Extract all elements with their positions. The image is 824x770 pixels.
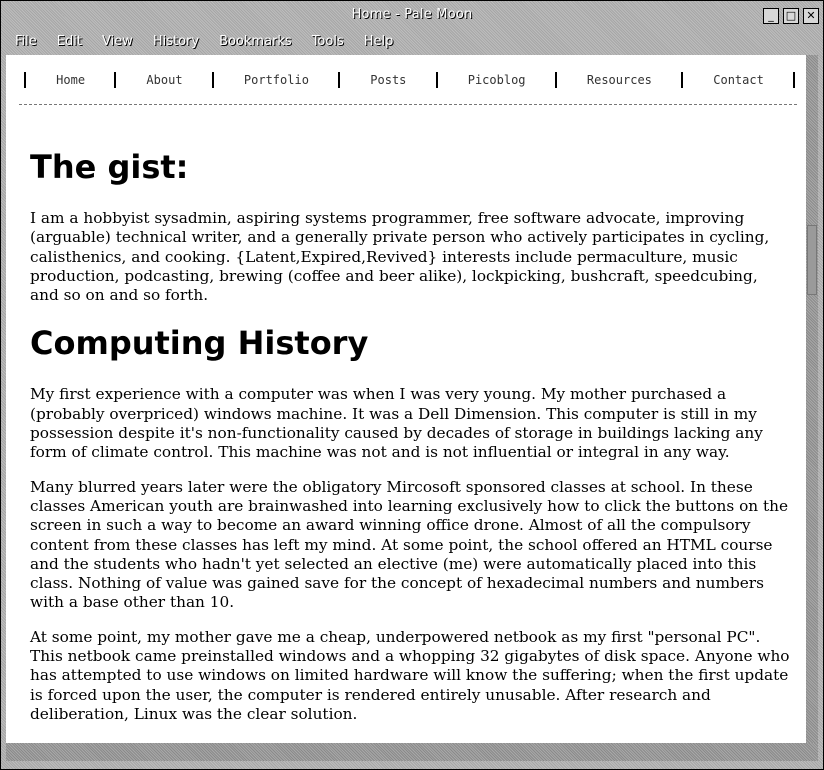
nav-separator xyxy=(114,72,117,88)
nav-separator xyxy=(681,72,684,88)
menu-edit[interactable]: Edit xyxy=(56,33,82,49)
history-paragraph-1: My first experience with a computer was when I was very young. My mother purchased a (probably overpriced) windows machine. It was a Dell Dimension. This computer is still in my possession despite it's non-functionality caused by decades of storage in buildings lacking any form of climate control. This machine was not and is not influential or integral in any way. xyxy=(30,385,763,462)
nav-separator xyxy=(555,72,558,88)
close-button[interactable]: ✕ xyxy=(803,8,819,24)
nav-separator xyxy=(338,72,341,88)
menu-tools[interactable]: Tools xyxy=(311,33,344,49)
nav-separator xyxy=(24,72,27,88)
title-bar[interactable] xyxy=(3,3,821,29)
gist-paragraph: I am a hobbyist sysadmin, aspiring systems programmer, free software advocate, improving (arguable) technical writer, and a generally private person who actively participates in cycling, calisthenics, and cooking. {Latent,Expired,Revived} interests include permaculture, music production, podcasting, brewing (coffee and beer alike), lockpicking, bushcraft, speedcubing, and so on and so forth. xyxy=(30,209,770,305)
nav-link-portfolio[interactable]: Portfolio xyxy=(243,73,309,87)
nav-separator xyxy=(436,72,439,88)
history-paragraph-2: Many blurred years later were the obligatory Mircosoft sponsored classes at school. In these classes American youth are brainwashed into learning exclusively how to click the buttons on the screen in such a way to become an award winning office drone. Almost of all the compulsory content from these classes has left my mind. At some point, the school offered an HTML course and the students who hadn't yet selected an elective (me) were automatically placed into this class. Nothing of value was gained save for the concept of hexadecimal numbers and numbers with a base other than 10. xyxy=(30,477,789,612)
page-viewport[interactable] xyxy=(6,55,806,743)
menu-bar xyxy=(3,31,821,51)
menu-bookmarks[interactable]: Bookmarks xyxy=(219,33,292,49)
computing-history-heading: Computing History xyxy=(30,324,369,363)
history-paragraph-3: At some point, my mother gave me a cheap, underpowered netbook as my first "personal PC". This netbook came preinstalled windows and a whopping 32 gigabytes of disk space. Anyone who has attempted to use windows on limited hardware will know the suffering; when the first update is forced upon the user, the computer is rendered entirely unusable. After research and deliberation, Linux was the clear solution. xyxy=(30,627,790,723)
vertical-scrollbar[interactable] xyxy=(806,55,818,743)
nav-separator xyxy=(793,72,796,88)
nav-divider xyxy=(19,104,797,105)
main-content xyxy=(30,147,790,739)
gist-heading: The gist: xyxy=(30,148,189,186)
nav-link-picoblog[interactable]: Picoblog xyxy=(467,73,526,87)
nav-link-home[interactable]: Home xyxy=(56,73,86,87)
menu-file[interactable]: File xyxy=(15,33,37,49)
menu-view[interactable]: View xyxy=(101,33,133,49)
nav-link-resources[interactable]: Resources xyxy=(586,73,652,87)
nav-link-about[interactable]: About xyxy=(146,73,183,87)
window-title: Home - Pale Moon xyxy=(351,7,473,22)
horizontal-scrollbar[interactable] xyxy=(6,743,818,761)
nav-link-posts[interactable]: Posts xyxy=(370,73,407,87)
menu-history[interactable]: History xyxy=(152,33,200,49)
scroll-thumb[interactable] xyxy=(807,225,817,295)
site-nav xyxy=(24,67,796,93)
menu-help[interactable]: Help xyxy=(363,33,394,49)
minimize-button[interactable]: _ xyxy=(763,8,779,24)
nav-separator xyxy=(212,72,215,88)
nav-link-contact[interactable]: Contact xyxy=(713,73,764,87)
maximize-button[interactable]: □ xyxy=(783,8,799,24)
